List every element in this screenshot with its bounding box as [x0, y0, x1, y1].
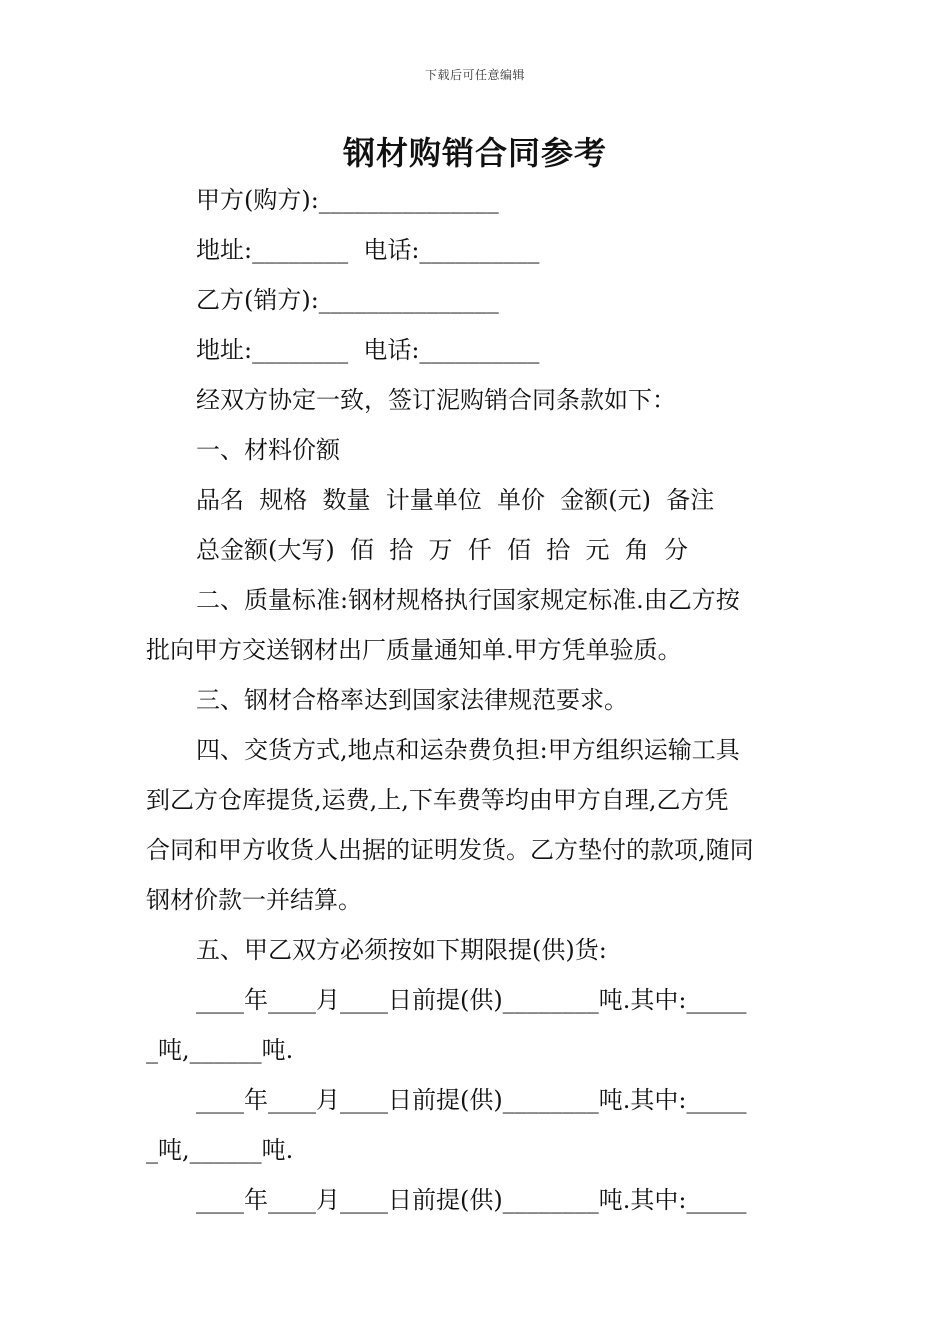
section-4-line-1: 四、交货方式,地点和运杂费负担:甲方组织运输工具 [196, 736, 740, 764]
delivery-row-1: ____年____月____日前提(供)________吨.其中:_____ [196, 986, 747, 1014]
party-a-line: 甲方(购方):_______________ [196, 186, 499, 214]
delivery-row-3: ____年____月____日前提(供)________吨.其中:_____ [196, 1186, 747, 1214]
document-title: 钢材购销合同参考 [342, 134, 607, 172]
section-4-line-2: 到乙方仓库提货,运费,上,下车费等均由甲方自理,乙方凭 [146, 786, 729, 814]
total-amount-line: 总金额(大写) 佰 拾 万 仟 佰 拾 元 角 分 [196, 536, 689, 564]
intro-line: 经双方协定一致，签订泥购销合同条款如下： [196, 386, 676, 414]
delivery-row-1-cont: _吨,______吨. [146, 1036, 294, 1064]
party-b-line: 乙方(销方):_______________ [196, 286, 499, 314]
section-3-line: 三、钢材合格率达到国家法律规范要求。 [196, 686, 628, 714]
section-2-line-2: 批向甲方交送钢材出厂质量通知单.甲方凭单验质。 [146, 636, 682, 664]
section-4-line-4: 钢材价款一并结算。 [146, 886, 362, 914]
section-1-heading: 一、材料价额 [196, 436, 340, 464]
section-4-line-3: 合同和甲方收货人出据的证明发货。乙方垫付的款项,随同 [146, 836, 754, 864]
party-b-address-line: 地址:________ 电话:__________ [196, 336, 540, 364]
party-a-address-line: 地址:________ 电话:__________ [196, 236, 540, 264]
delivery-row-2-cont: _吨,______吨. [146, 1136, 294, 1164]
delivery-row-2: ____年____月____日前提(供)________吨.其中:_____ [196, 1086, 747, 1114]
section-2-line-1: 二、质量标准:钢材规格执行国家规定标准.由乙方按 [196, 586, 740, 614]
table-header-line: 品名 规格 数量 计量单位 单价 金额(元) 备注 [196, 486, 715, 514]
section-5-heading: 五、甲乙双方必须按如下期限提(供)货: [196, 936, 607, 964]
download-note: 下载后可任意编辑 [424, 68, 525, 82]
